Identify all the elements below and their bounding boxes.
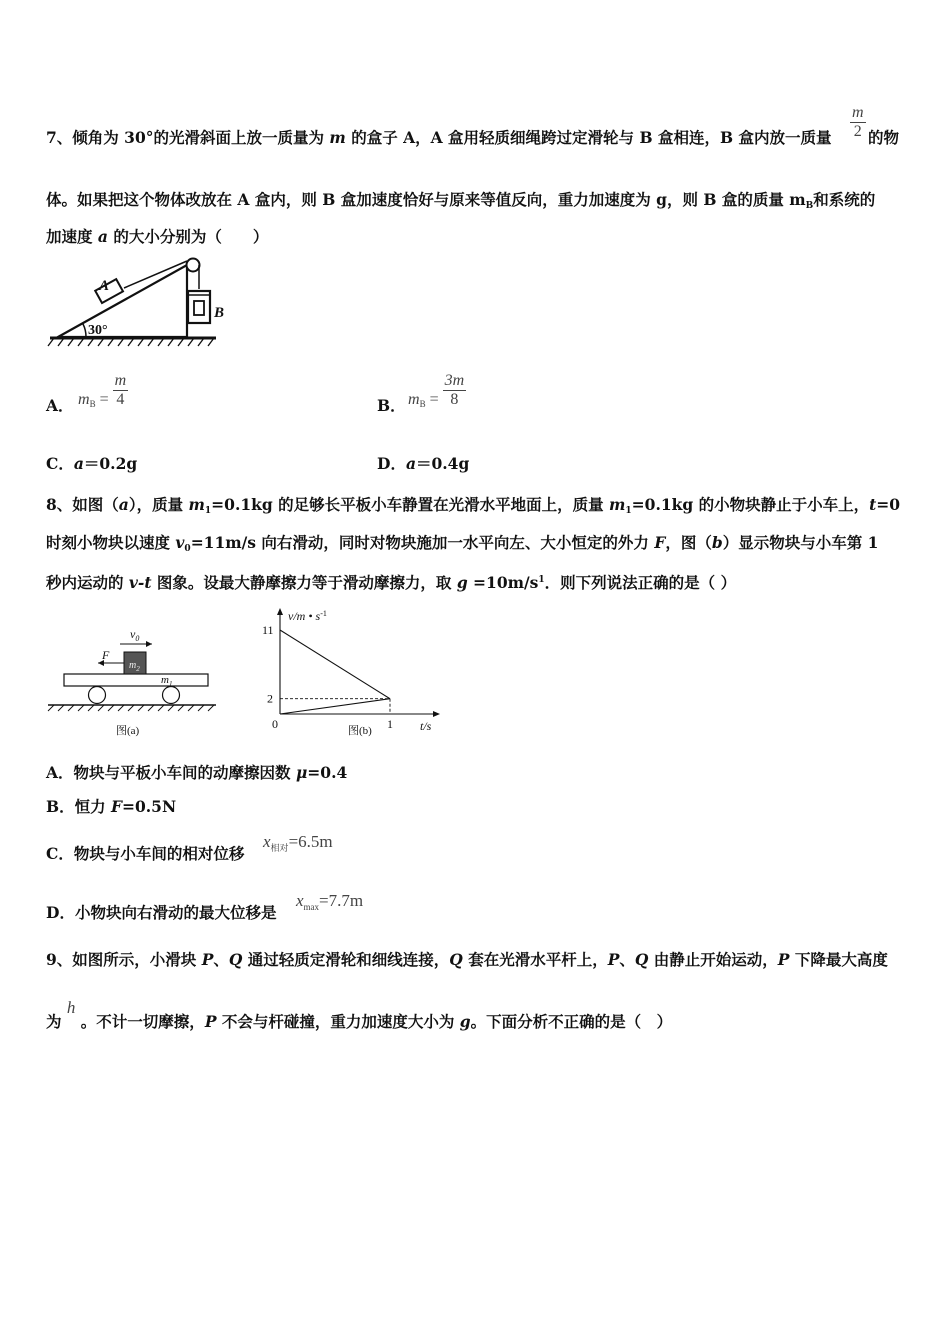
q8-fig-a-m2: $m_2$ xyxy=(129,660,140,673)
vt-tick-2: 2 xyxy=(267,691,273,706)
q7-fraction-m-over-2: $\frac{m}{2}$ xyxy=(852,104,864,140)
q8-figure-a xyxy=(44,622,224,742)
vt-caption: 图(b) xyxy=(348,725,372,737)
q7-box-a-label: A xyxy=(99,278,110,294)
vt-y-label: v/m • $s^{-1}$ xyxy=(288,609,327,623)
q8-option-a[interactable]: A．物块与平板小车间的动摩擦因数 μ=0.4 xyxy=(46,763,348,782)
q7-option-a-label[interactable]: A． xyxy=(46,396,74,415)
q8-fig-a-force: F xyxy=(102,648,110,662)
q7-line-2: 体。如果把这个物体改放在 A 盒内，则 B 盒加速度恰好与原来等值反向，重力加速度为 g，则 B 盒的质量 $m_B$和系统的 xyxy=(46,190,876,211)
q8-vt-chart xyxy=(258,604,444,742)
q8-option-b[interactable]: B．恒力 F=0.5N xyxy=(46,797,177,816)
q8-fig-a-v0: $v_0$ xyxy=(130,627,140,643)
q8-fig-a-m1: $m_1$ xyxy=(161,674,173,688)
q7-option-a-formula: $m_B$ = $\frac{m}{4}$ xyxy=(78,372,127,410)
q8-option-c[interactable]: C．物块与小车间的相对位移 xyxy=(46,844,245,863)
vt-tick-11: 11 xyxy=(262,623,274,637)
q7-option-c[interactable]: C．a＝0.2g xyxy=(46,454,138,473)
q8-fig-a-caption: 图(a) xyxy=(116,725,140,737)
vt-series-block xyxy=(280,630,390,699)
q7-line-1: 7、倾角为 30°的光滑斜面上放一质量为 m 的盒子 A，A 盒用轻质细绳跨过定滑轮与 B 盒相连，B 盒内放一质量 xyxy=(46,128,832,147)
q8-option-d[interactable]: D．小物块向右滑动的最大位移是 xyxy=(46,903,277,922)
q7-box-b-label: B xyxy=(214,305,224,321)
q7-option-d[interactable]: D．a＝0.4g xyxy=(377,454,470,473)
q8-line-2: 时刻小物块以速度 $v_0=11m/s$ 向右滑动，同时对物块施加一水平向左、大小恒定的外力 F，图（b）显示物块与小车第 1 xyxy=(46,533,879,554)
q7-line-3: 加速度 a 的大小分别为（ ） xyxy=(46,227,269,246)
q7-angle-label: 30° xyxy=(88,323,108,338)
vt-tick-1: 1 xyxy=(387,717,393,731)
q7-option-b-label[interactable]: B． xyxy=(377,396,406,415)
q8-option-c-formula: $x_{相对}=6.5m$ xyxy=(263,832,333,853)
vt-x-label: t/s xyxy=(420,719,432,733)
q7-line-1-end: 的物 xyxy=(868,128,900,147)
q8-line-1: 8、如图（a），质量 $m_1=0.1kg$ 的足够长平板小车静置在光滑水平地面上，质量 $m_1=0.1kg$ 的小物块静止于小车上，t=0 xyxy=(46,495,901,516)
vt-tick-0: 0 xyxy=(272,717,278,731)
q8-line-3: 秒内运动的 v-t 图象。设最大静摩擦力等于滑动摩擦力，取 $g =10m/s^1$．则下列说法正确的是（ ） xyxy=(46,573,737,592)
q9-line-2: 为 h 。不计一切摩擦，P 不会与杆碰撞，重力加速度大小为 g。下面分析不正确的是（ ） xyxy=(46,998,673,1031)
vt-series-cart xyxy=(280,699,390,714)
q9-line-1: 9、如图所示，小滑块 P、Q 通过轻质定滑轮和细线连接，Q 套在光滑水平杆上，P、Q 由静止开始运动，P 下降最大高度 xyxy=(46,950,888,969)
q8-option-d-formula: $x_{max}=7.7m$ xyxy=(296,891,364,912)
q7-incline-figure xyxy=(44,255,224,350)
vt-y-arrow xyxy=(277,608,283,615)
q7-option-b-formula: $m_B$ = $\frac{3m}{8}$ xyxy=(408,372,465,410)
vt-x-arrow xyxy=(433,711,440,717)
